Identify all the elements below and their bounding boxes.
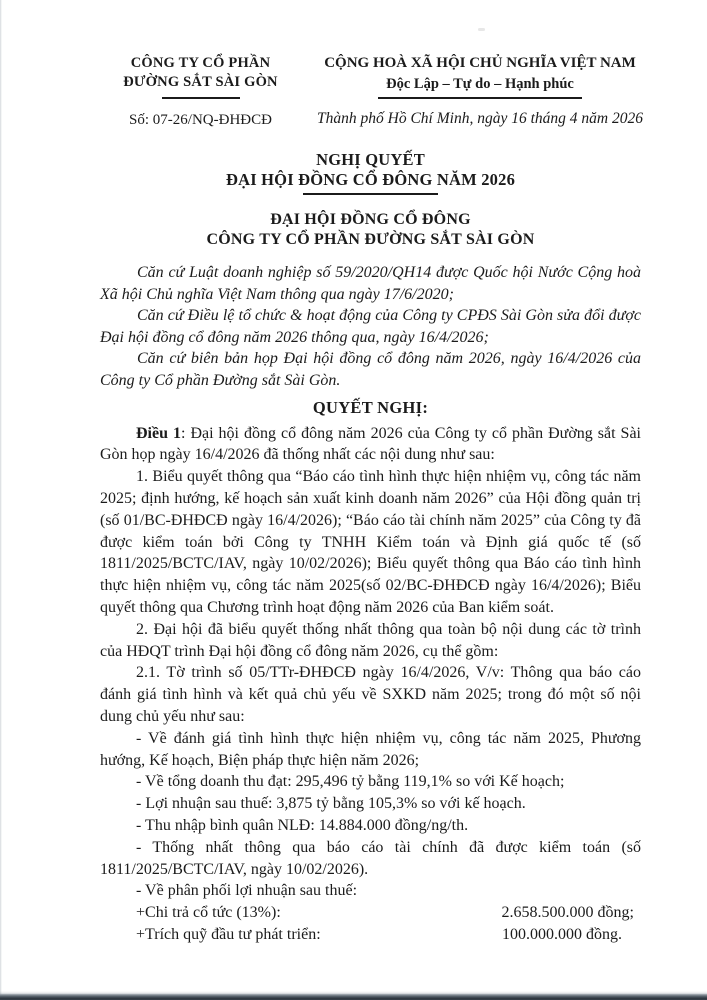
bullet-item: - Lợi nhuận sau thuế: 3,875 tỷ bằng 105,3% so với kế hoạch.	[136, 795, 526, 813]
preamble-paragraph: Căn cứ biên bản họp Đại hội đồng cổ đông năm 2026, ngày 16/4/2026 của Công ty Cổ phần Đường sắt Sài Gòn.	[100, 350, 641, 389]
allocation-row-dividend	[100, 902, 641, 924]
document-body	[0, 150, 707, 946]
resolve-heading: QUYẾT NGHỊ:	[312, 397, 429, 417]
allocation-label: +Chi trả cổ tức (13%):	[136, 904, 281, 922]
bullet-item: - Về đánh giá tình hình thực hiện nhiệm vụ, công tác năm 2025, Phương hướng, Kế hoạch, Biện pháp thực hiện năm 2026;	[100, 729, 641, 769]
article-1-section	[100, 423, 641, 946]
resolution-subtitle-line2: CÔNG TY CỔ PHẦN ĐƯỜNG SẮT SÀI GÒN	[206, 231, 535, 248]
preamble-paragraph: Căn cứ Điều lệ tổ chức & hoạt động của Công ty CPĐS Sài Gòn sửa đổi được Đại hội đồng cổ đông năm 2026 thông qua, ngày 16/4/2026;	[100, 307, 641, 346]
org-name-underline	[162, 97, 240, 99]
article-1-item-1: 1. Biểu quyết thông qua “Báo cáo tình hình thực hiện nhiệm vụ, công tác năm 2025; định hướng, kế hoạch sản xuất kinh doanh năm 2026” của Hội đồng quản trị (số 01/BC-ĐHĐCĐ ngày 16/4/2026); “Báo cáo tài chính năm 2025” của Công ty đã được kiểm toán bởi Công ty TNHH Kiểm toán và Định giá quốc tế (số 1811/2025/BCTC/IAV, ngày 10/02/2026); Biểu quyết thông qua Báo cáo tình hình thực hiện nhiệm vụ, công tác năm 2025(số 02/BC-ĐHĐCĐ ngày 16/4/2026); Biểu quyết thông qua Chương trình hoạt động năm 2026 của Ban kiểm soát.	[100, 468, 641, 616]
bullet-item: - Thống nhất thông qua báo cáo tài chính đã được kiểm toán (số 1811/2025/BCTC/IAV, ngày 10/02/2026).	[100, 838, 641, 878]
scan-artifact-left-edge	[0, 0, 2, 1000]
place-and-date: Thành phố Hồ Chí Minh, ngày 16 tháng 4 năm 2026	[317, 110, 643, 127]
article-1-intro	[100, 423, 641, 467]
article-1-label: Điều 1	[136, 424, 181, 442]
national-title: CỘNG HOÀ XÃ HỘI CHỦ NGHĨA VIỆT NAM	[324, 55, 636, 71]
org-name-line2: ĐƯỜNG SẮT SÀI GÒN	[123, 74, 278, 90]
org-name-line1: CÔNG TY CỔ PHẦN	[130, 55, 271, 71]
document-header	[0, 0, 707, 129]
national-header-block	[298, 54, 662, 128]
resolution-title-line1: NGHỊ QUYẾT	[316, 150, 425, 169]
article-1-item-2-1: 2.1. Tờ trình số 05/TTr-ĐHĐCĐ ngày 16/4/2026, V/v: Thông qua báo cáo đánh giá tình hình và kết quả chủ yếu về SXKD năm 2025; trong đó một số nội dung chủ yếu như sau:	[100, 664, 641, 725]
resolution-title-underline	[303, 193, 438, 195]
scan-artifact-speck	[478, 28, 485, 31]
allocation-row-investment-fund	[100, 924, 641, 946]
resolution-title-block	[100, 150, 641, 195]
bullet-item: - Về tổng doanh thu đạt: 295,496 tỷ bằng 119,1% so với Kế hoạch;	[136, 773, 565, 791]
resolution-subtitle-block	[100, 210, 641, 250]
allocation-label: +Trích quỹ đầu tư phát triển:	[136, 925, 321, 943]
resolution-subtitle-line1: ĐẠI HỘI ĐỒNG CỔ ĐÔNG	[270, 211, 471, 228]
resolution-title-line2: ĐẠI HỘI ĐỒNG CỔ ĐÔNG NĂM 2026	[225, 170, 516, 189]
allocation-amount: 2.658.500.000 đồng;	[501, 904, 634, 922]
allocation-amount: 100.000.000 đồng.	[502, 925, 622, 943]
doc-number: Số: 07-26/NQ-ĐHĐCĐ	[129, 112, 272, 128]
issuing-org-block	[103, 54, 298, 129]
national-motto: Độc Lập – Tự do – Hạnh phúc	[386, 76, 574, 92]
preamble-paragraph: Căn cứ Luật doanh nghiệp số 59/2020/QH14 được Quốc hội Nước Cộng hoà Xã hội Chủ nghĩa Việt Nam thông qua ngày 17/6/2020;	[100, 264, 641, 303]
scan-artifact-bottom-edge	[0, 991, 707, 1000]
bullet-item: - Về phân phối lợi nhuận sau thuế:	[136, 882, 358, 900]
article-1-item-2: 2. Đại hội đã biểu quyết thống nhất thông qua toàn bộ nội dung các tờ trình của HĐQT trình Đại hội đồng cổ đông năm 2026, cụ thể gồm:	[100, 620, 641, 660]
national-motto-underline	[378, 97, 582, 99]
preamble-section	[100, 262, 641, 392]
bullet-item: - Thu nhập bình quân NLĐ: 14.884.000 đồng/ng/th.	[136, 816, 469, 834]
article-1-intro-text: : Đại hội đồng cổ đông năm 2026 của Công ty cổ phần Đường sắt Sài Gòn họp ngày 16/4/2026 đã thống nhất các nội dung như sau:	[100, 424, 641, 464]
